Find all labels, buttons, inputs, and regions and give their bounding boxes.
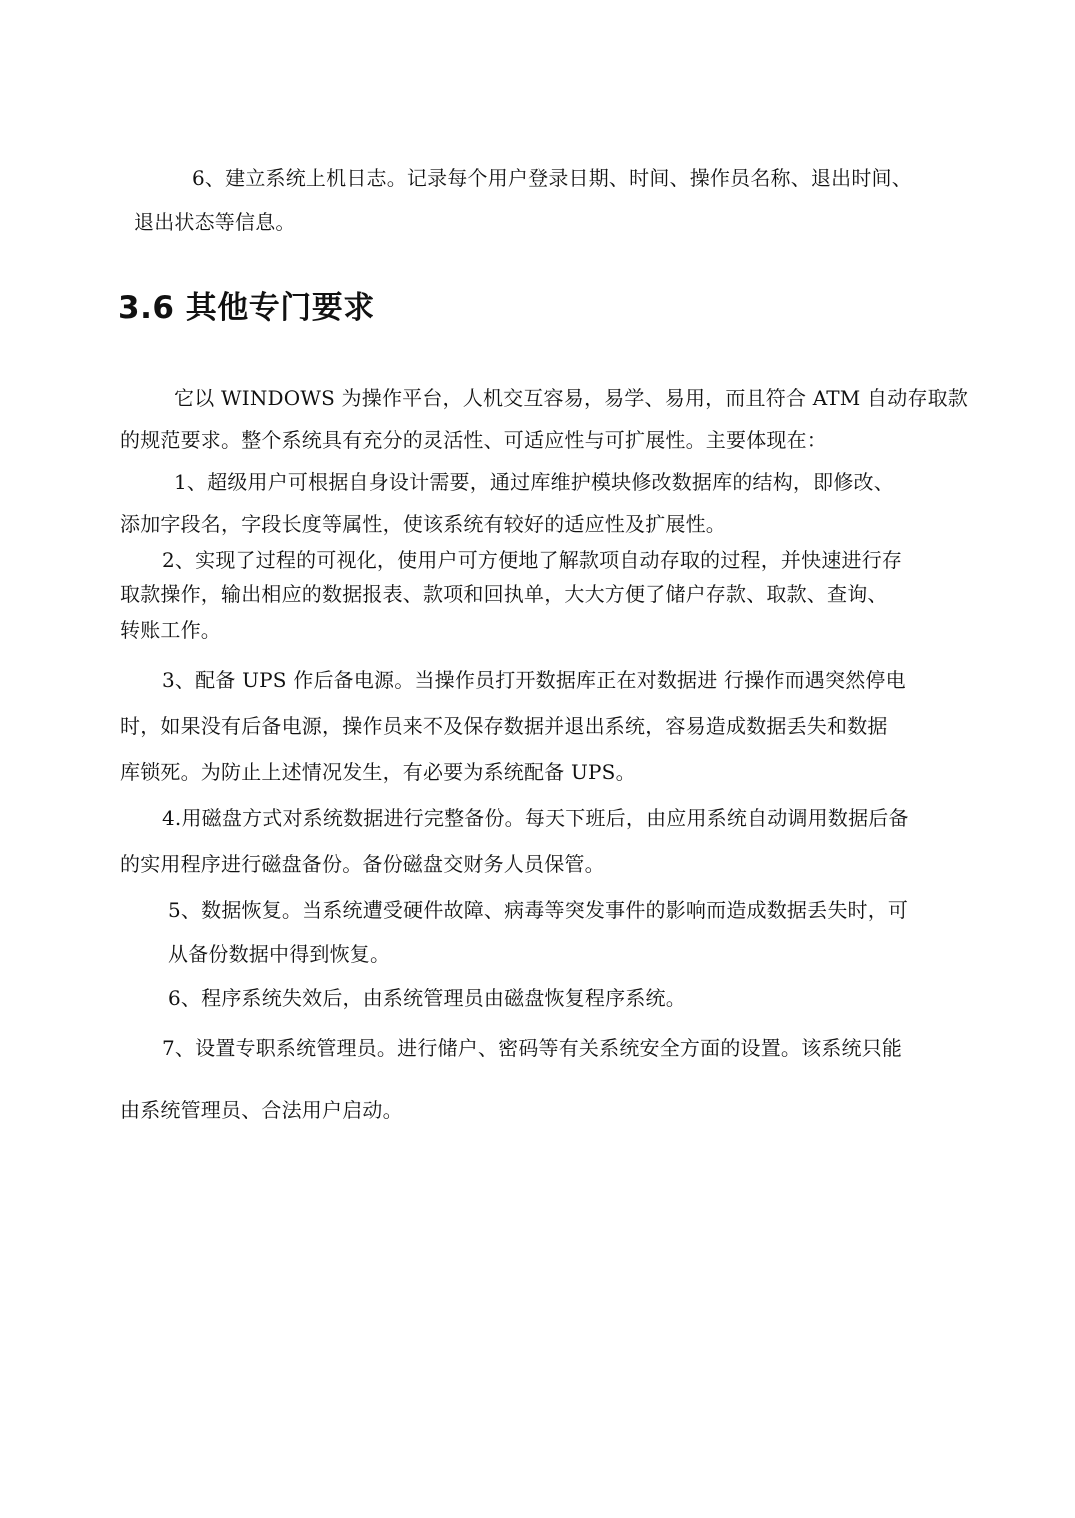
item3-line2: 时，如果没有后备电源，操作员来不及保存数据并退出系统，容易造成数据丢失和数据: [120, 714, 888, 738]
item7-line1: 7、设置专职系统管理员。进行储户、密码等有关系统安全方面的设置。该系统只能: [162, 1036, 903, 1060]
item4-line2: 的实用程序进行磁盘备份。备份磁盘交财务人员保管。: [120, 852, 605, 876]
item2-line1: 2、实现了过程的可视化，使用户可方便地了解款项自动存取的过程，并快速进行存: [162, 548, 903, 572]
item4-line1: 4.用磁盘方式对系统数据进行完整备份。每天下班后，由应用系统自动调用数据后备: [162, 806, 909, 830]
item2-line2: 取款操作，输出相应的数据报表、款项和回执单，大大方便了储户存款、取款、查询、: [120, 582, 888, 606]
item1-line1: 1、超级用户可根据自身设计需要，通过库维护模块修改数据库的结构，即修改、: [174, 470, 894, 494]
item6-line1: 6、程序系统失效后，由系统管理员由磁盘恢复程序系统。: [168, 986, 686, 1010]
intro-item6-line1: 6、建立系统上机日志。记录每个用户登录日期、时间、操作员名称、退出时间、: [192, 166, 912, 190]
item5-line2: 从备份数据中得到恢复。: [168, 942, 391, 966]
item7-line2: 由系统管理员、合法用户启动。: [120, 1098, 403, 1122]
item3-line3: 库锁死。为防止上述情况发生，有必要为系统配备 UPS。: [120, 760, 636, 784]
item5-line1: 5、数据恢复。当系统遭受硬件故障、病毒等突发事件的影响而造成数据丢失时，可: [168, 898, 909, 922]
item2-line3: 转账工作。: [120, 618, 221, 642]
intro-item6-line2: 退出状态等信息。: [134, 210, 296, 234]
section-heading: 3.6 其他专门要求: [118, 290, 375, 326]
item1-line2: 添加字段名，字段长度等属性，使该系统有较好的适应性及扩展性。: [120, 512, 726, 536]
para-intro-line2: 的规范要求。整个系统具有充分的灵活性、可适应性与可扩展性。主要体现在：: [120, 428, 827, 452]
item3-line1: 3、配备 UPS 作后备电源。当操作员打开数据库正在对数据进 行操作而遇突然停电: [162, 668, 906, 692]
para-intro-line1: 它以 WINDOWS 为操作平台，人机交互容易，易学、易用，而且符合 ATM 自动存取款: [174, 386, 969, 410]
